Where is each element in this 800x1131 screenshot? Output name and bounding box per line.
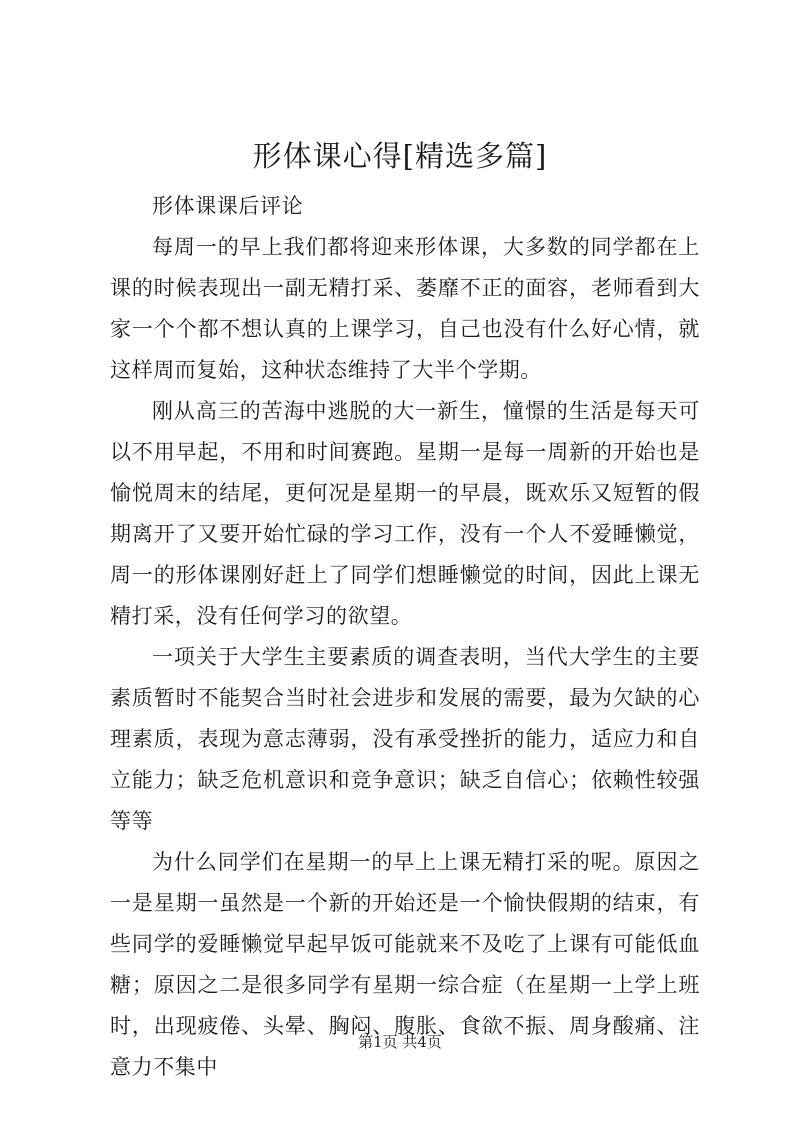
paragraph-subtitle: 形体课课后评论 <box>152 194 304 218</box>
page-number-footer: 第1页 共4页 <box>358 1033 442 1051</box>
document-body <box>110 186 700 1088</box>
paragraph: 为什么同学们在星期一的早上上课无精打采的呢。原因之一是星期一虽然是一个新的开始还是一个愉快假期的结束，有些同学的爱睡懒觉早起早饭可能就来不及吃了上课有可能低血糖；原因之二是很多同学有星期一综合症（在星期一上学上班时，出现疲倦、头晕、胸闷、腹胀、食欲不振、周身酸痛、注意力不集中 <box>110 850 700 1079</box>
document-title: 形体课心得[精选多篇] <box>252 139 548 173</box>
paragraph: 每周一的早上我们都将迎来形体课，大多数的同学都在上课的时候表现出一副无精打采、萎靡不正的面容，老师看到大家一个个都不想认真的上课学习，自己也没有什么好心情，就这样周而复始，这种状态维持了大半个学期。 <box>110 235 700 382</box>
paragraph: 一项关于大学生主要素质的调查表明，当代大学生的主要素质暂时不能契合当时社会进步和发展的需要，最为欠缺的心理素质，表现为意志薄弱，没有承受挫折的能力，适应力和自立能力；缺乏危机意识和竞争意识；缺乏自信心；依赖性较强等等 <box>110 645 700 833</box>
paragraph: 刚从高三的苦海中逃脱的大一新生，憧憬的生活是每天可以不用早起，不用和时间赛跑。星期一是每一周新的开始也是愉悦周末的结尾，更何况是星期一的早晨，既欢乐又短暂的假期离开了又要开始忙碌的学习工作，没有一个人不爱睡懒觉，周一的形体课刚好赶上了同学们想睡懒觉的时间，因此上课无精打采，没有任何学习的欲望。 <box>110 399 700 628</box>
